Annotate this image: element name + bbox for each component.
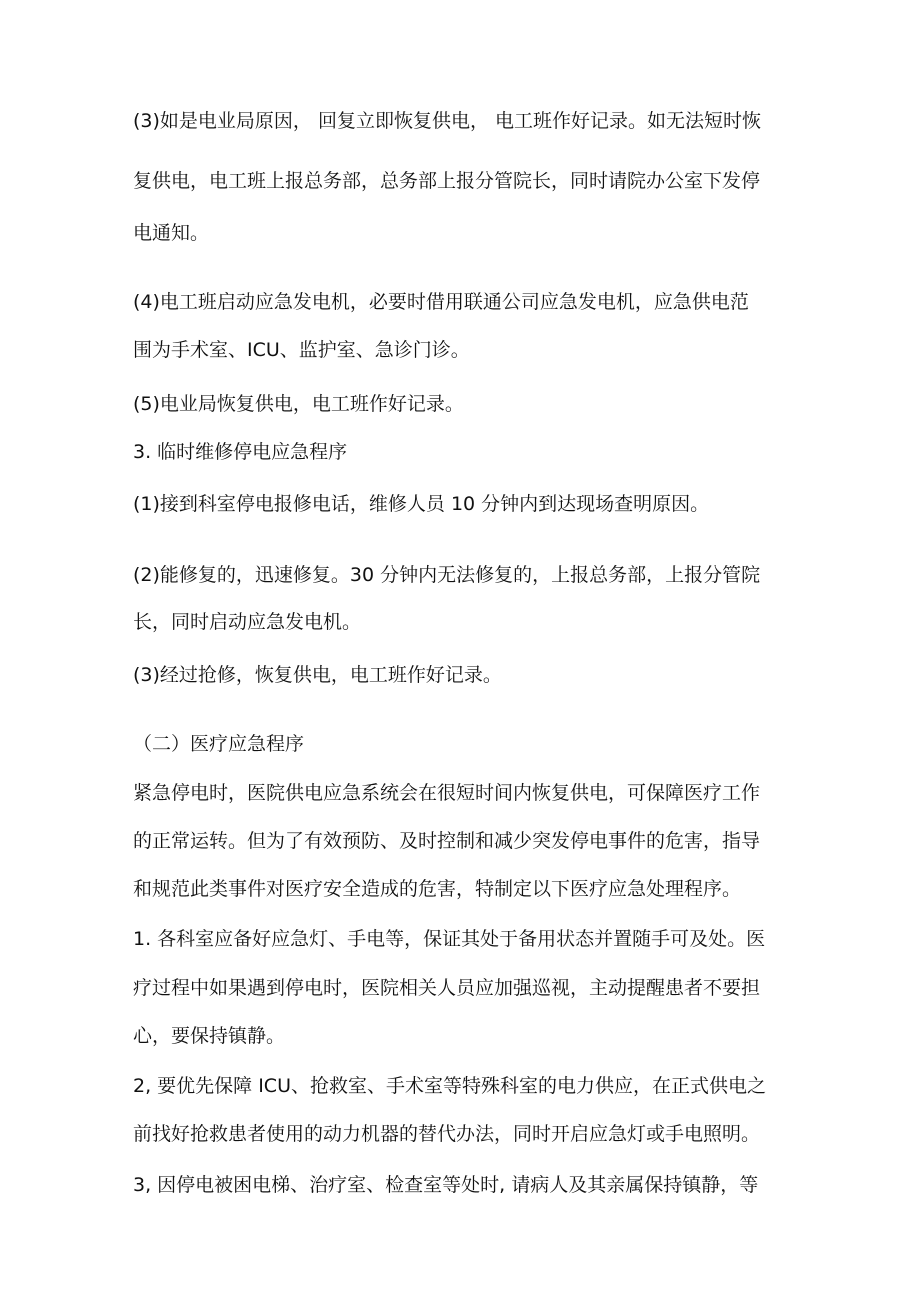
text-line: 2, 要优先保障 ICU、抢救室、手术室等特殊科室的电力供应，在正式供电之 <box>133 1075 766 1097</box>
text-line: (1)接到科室停电报修电话，维修人员 10 分钟内到达现场查明原因。 <box>133 493 710 515</box>
text-line: 疗过程中如果遇到停电时，医院相关人员应加强巡视，主动提醒患者不要担 <box>133 977 761 999</box>
text-line: 1. 各科室应备好应急灯、手电等，保证其处于备用状态并置随手可及处。医 <box>133 928 766 950</box>
text-line: 3, 因停电被困电梯、治疗室、检查室等处时, 请病人及其亲属保持镇静，等 <box>133 1174 759 1196</box>
text-line: 复供电，电工班上报总务部，总务部上报分管院长，同时请院办公室下发停 <box>133 170 761 192</box>
section-heading: 3. 临时维修停电应急程序 <box>133 441 348 463</box>
text-line: (3)经过抢修，恢复供电，电工班作好记录。 <box>133 664 502 686</box>
text-line: 长，同时启动应急发电机。 <box>133 611 362 633</box>
text-line: 电通知。 <box>133 222 210 244</box>
text-line: 前找好抢救患者使用的动力机器的替代办法，同时开启应急灯或手电照明。 <box>133 1123 761 1145</box>
text-line: (2)能修复的，迅速修复。30 分钟内无法修复的，上报总务部，上报分管院 <box>133 564 761 586</box>
text-line: (4)电工班启动应急发电机，必要时借用联通公司应急发电机，应急供电范 <box>133 291 749 313</box>
text-line: 和规范此类事件对医疗安全造成的危害，特制定以下医疗应急处理程序。 <box>133 878 742 900</box>
text-line: 的正常运转。但为了有效预防、及时控制和减少突发停电事件的危害，指导 <box>133 830 761 852</box>
section-heading: （二）医疗应急程序 <box>133 733 305 755</box>
text-line: 围为手术室、ICU、监护室、急诊门诊。 <box>133 339 470 361</box>
text-line: (3)如是电业局原因， 回复立即恢复供电， 电工班作好记录。如无法短时恢 <box>133 110 761 132</box>
text-line: 心，要保持镇静。 <box>133 1025 286 1047</box>
text-line: 紧急停电时，医院供电应急系统会在很短时间内恢复供电，可保障医疗工作 <box>133 782 761 804</box>
text-line: (5)电业局恢复供电，电工班作好记录。 <box>133 393 464 415</box>
